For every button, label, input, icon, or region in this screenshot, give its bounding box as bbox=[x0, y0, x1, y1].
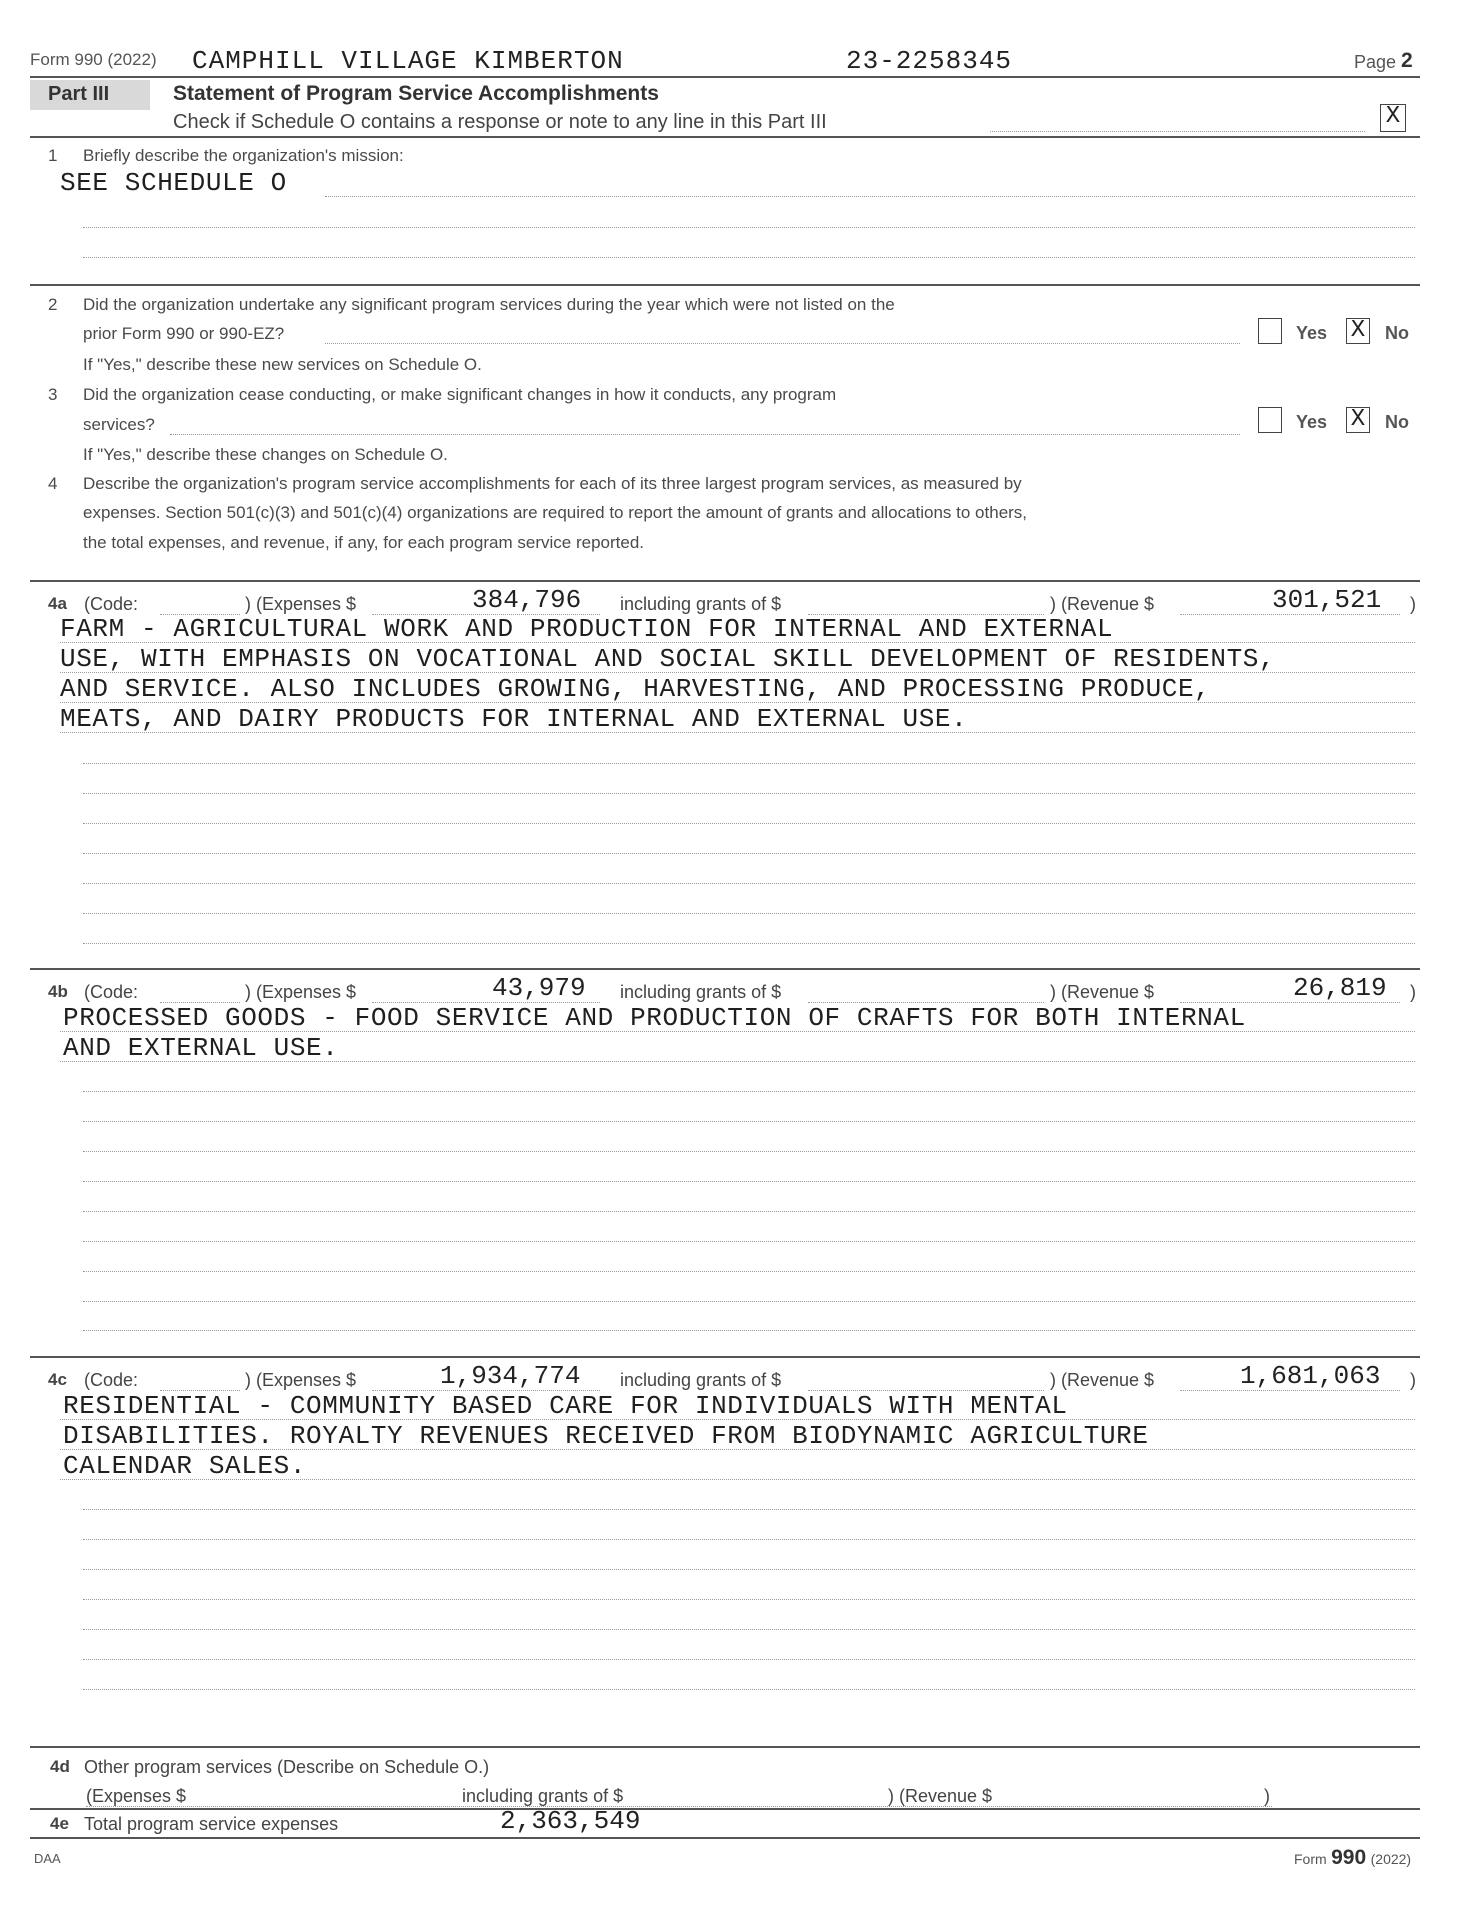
answer-line bbox=[60, 672, 1415, 673]
answer-line bbox=[60, 732, 1415, 733]
answer-line bbox=[83, 1569, 1415, 1570]
leader-dots bbox=[170, 434, 1240, 435]
part-title: Statement of Program Service Accomplishments bbox=[173, 82, 659, 105]
part-check-text: Check if Schedule O contains a response or note to any line in this Part III bbox=[173, 111, 827, 133]
answer-line bbox=[83, 1181, 1415, 1182]
revenue-label: ) (Revenue $ bbox=[1050, 982, 1155, 1002]
footer-rule bbox=[30, 1837, 1420, 1839]
line4-text-cont2: the total expenses, and revenue, if any, for each program service reported. bbox=[83, 533, 644, 552]
org-name: CAMPHILL VILLAGE KIMBERTON bbox=[192, 46, 624, 76]
answer-line bbox=[83, 883, 1415, 884]
line4d-expenses-label: (Expenses $ bbox=[86, 1786, 187, 1806]
line4a-revenue: 301,521 bbox=[1272, 585, 1382, 615]
form-label: Form 990 (2022) bbox=[30, 50, 157, 69]
mission-answer: SEE SCHEDULE O bbox=[60, 168, 287, 198]
code-label: (Code: bbox=[84, 594, 139, 614]
line4a-expenses: 384,796 bbox=[472, 585, 582, 615]
answer-line bbox=[60, 702, 1415, 703]
line4a-desc-4: MEATS, AND DAIRY PRODUCTS FOR INTERNAL AND EXTERNAL USE. bbox=[60, 704, 968, 734]
part-label-box bbox=[30, 80, 150, 110]
line4a-desc-1: FARM - AGRICULTURAL WORK AND PRODUCTION FOR INTERNAL AND EXTERNAL bbox=[60, 614, 1114, 644]
line4d-revenue-label: ) (Revenue $ bbox=[888, 1786, 993, 1806]
section-rule bbox=[30, 284, 1420, 286]
answer-line bbox=[83, 227, 1415, 228]
answer-line bbox=[83, 1509, 1415, 1510]
answer-line bbox=[83, 943, 1415, 944]
header-rule bbox=[30, 76, 1420, 78]
grants-label: including grants of $ bbox=[620, 982, 782, 1002]
line4d-grants-label: including grants of $ bbox=[462, 1786, 624, 1806]
answer-line bbox=[83, 1539, 1415, 1540]
code-label: (Code: bbox=[84, 1370, 139, 1390]
section-rule bbox=[30, 1356, 1420, 1358]
answer-line bbox=[83, 1151, 1415, 1152]
line4b-expenses: 43,979 bbox=[492, 973, 586, 1003]
line4c-revenue: 1,681,063 bbox=[1240, 1361, 1381, 1391]
answer-line bbox=[325, 196, 1415, 197]
line1-number: 1 bbox=[48, 146, 58, 165]
answer-line bbox=[60, 1449, 1415, 1450]
line3-no-checkbox[interactable]: X bbox=[1346, 407, 1370, 433]
answer-line bbox=[83, 793, 1415, 794]
line3-yes-checkbox[interactable] bbox=[1258, 407, 1282, 433]
line2-no-label: No bbox=[1385, 323, 1409, 343]
close-paren: ) bbox=[1410, 1370, 1416, 1390]
line4c-desc-1: RESIDENTIAL - COMMUNITY BASED CARE FOR INDIVIDUALS WITH MENTAL bbox=[63, 1391, 1068, 1421]
expenses-label: ) (Expenses $ bbox=[245, 1370, 357, 1390]
close-paren: ) bbox=[1410, 982, 1416, 1002]
grants-label: including grants of $ bbox=[620, 594, 782, 614]
footer-year: (2022) bbox=[1370, 1851, 1412, 1867]
line4d-close-paren: ) bbox=[1264, 1786, 1270, 1806]
answer-line bbox=[83, 853, 1415, 854]
expenses-label: ) (Expenses $ bbox=[245, 982, 357, 1002]
part-label: Part III bbox=[48, 83, 110, 105]
code-label: (Code: bbox=[84, 982, 139, 1002]
line4a-desc-2: USE, WITH EMPHASIS ON VOCATIONAL AND SOCIAL SKILL DEVELOPMENT OF RESIDENTS, bbox=[60, 644, 1276, 674]
answer-line bbox=[83, 823, 1415, 824]
line4b-desc-1: PROCESSED GOODS - FOOD SERVICE AND PRODUCTION OF CRAFTS FOR BOTH INTERNAL bbox=[63, 1003, 1246, 1033]
answer-line bbox=[83, 1599, 1415, 1600]
line2-no-checkbox[interactable]: X bbox=[1346, 318, 1370, 344]
page-label: Page bbox=[1354, 52, 1397, 72]
line4e-text: Total program service expenses bbox=[84, 1814, 339, 1834]
section-rule bbox=[30, 1746, 1420, 1748]
line2-text: Did the organization undertake any significant program services during the year which were not listed on the bbox=[83, 295, 895, 314]
revenue-label: ) (Revenue $ bbox=[1050, 1370, 1155, 1390]
line2-text-cont: prior Form 990 or 990-EZ? bbox=[83, 324, 285, 343]
answer-line bbox=[83, 1121, 1415, 1122]
line3-yes-label: Yes bbox=[1296, 412, 1328, 432]
line4c-desc-3: CALENDAR SALES. bbox=[63, 1451, 307, 1481]
answer-line bbox=[83, 1211, 1415, 1212]
answer-line bbox=[60, 1031, 1415, 1032]
answer-line bbox=[83, 1241, 1415, 1242]
section-rule bbox=[30, 968, 1420, 970]
line4d-id: 4d bbox=[50, 1757, 70, 1776]
line4c-desc-2: DISABILITIES. ROYALTY REVENUES RECEIVED FROM BIODYNAMIC AGRICULTURE bbox=[63, 1421, 1149, 1451]
answer-line bbox=[83, 1301, 1415, 1302]
line4a-desc-3: AND SERVICE. ALSO INCLUDES GROWING, HARVESTING, AND PROCESSING PRODUCE, bbox=[60, 674, 1211, 704]
line2-yes-label: Yes bbox=[1296, 323, 1328, 343]
ein: 23-2258345 bbox=[846, 46, 1013, 76]
footer-form-num: 990 bbox=[1331, 1846, 1367, 1869]
answer-line bbox=[83, 763, 1415, 764]
line4e-id: 4e bbox=[50, 1814, 69, 1833]
answer-line bbox=[83, 1659, 1415, 1660]
revenue-label: ) (Revenue $ bbox=[1050, 594, 1155, 614]
footer-daa: DAA bbox=[34, 1851, 61, 1866]
part-rule bbox=[30, 136, 1420, 138]
line4c-id: 4c bbox=[48, 1370, 67, 1389]
line2-yes-checkbox[interactable] bbox=[1258, 318, 1282, 344]
answer-line bbox=[83, 1330, 1415, 1331]
line4-text: Describe the organization's program service accomplishments for each of its three largest program services, as measured by bbox=[83, 474, 1022, 493]
line4c-expenses: 1,934,774 bbox=[440, 1361, 581, 1391]
schedule-o-checkbox[interactable]: X bbox=[1380, 104, 1406, 132]
line4-number: 4 bbox=[48, 474, 58, 493]
answer-line bbox=[60, 1419, 1415, 1420]
answer-line bbox=[83, 1689, 1415, 1690]
answer-line bbox=[60, 1061, 1415, 1062]
line3-note: If "Yes," describe these changes on Schedule O. bbox=[83, 445, 448, 464]
line4d-text: Other program services (Describe on Schedule O.) bbox=[84, 1757, 490, 1777]
line1-text: Briefly describe the organization's mission: bbox=[83, 146, 404, 165]
grants-label: including grants of $ bbox=[620, 1370, 782, 1390]
answer-line bbox=[60, 642, 1415, 643]
section-rule bbox=[30, 580, 1420, 582]
footer-form bbox=[1294, 1846, 1411, 1870]
leader-dots bbox=[990, 131, 1365, 132]
line4d-field-line[interactable] bbox=[86, 1806, 1272, 1807]
answer-line bbox=[83, 257, 1415, 258]
leader-dots bbox=[325, 343, 1240, 344]
section-rule bbox=[30, 1808, 1420, 1810]
close-paren: ) bbox=[1410, 594, 1416, 614]
line4e-value: 2,363,549 bbox=[500, 1806, 641, 1836]
line3-number: 3 bbox=[48, 385, 58, 404]
line3-no-label: No bbox=[1385, 412, 1409, 432]
answer-line bbox=[83, 1271, 1415, 1272]
footer-form-prefix: Form bbox=[1294, 1851, 1327, 1867]
line2-note: If "Yes," describe these new services on Schedule O. bbox=[83, 355, 482, 374]
line3-text-cont: services? bbox=[83, 415, 155, 434]
answer-line bbox=[83, 1091, 1415, 1092]
line4b-revenue: 26,819 bbox=[1293, 973, 1387, 1003]
line4-text-cont: expenses. Section 501(c)(3) and 501(c)(4) organizations are required to report the amount of grants and allocations to others, bbox=[83, 503, 1028, 522]
line2-number: 2 bbox=[48, 295, 58, 314]
line4b-desc-2: AND EXTERNAL USE. bbox=[63, 1033, 339, 1063]
answer-line bbox=[60, 1479, 1415, 1480]
line4b-id: 4b bbox=[48, 982, 68, 1001]
answer-line bbox=[83, 913, 1415, 914]
expenses-label: ) (Expenses $ bbox=[245, 594, 357, 614]
line4a-id: 4a bbox=[48, 594, 67, 613]
page-number: 2 bbox=[1401, 49, 1413, 72]
line3-text: Did the organization cease conducting, or make significant changes in how it conducts, any program bbox=[83, 385, 837, 404]
answer-line bbox=[83, 1629, 1415, 1630]
